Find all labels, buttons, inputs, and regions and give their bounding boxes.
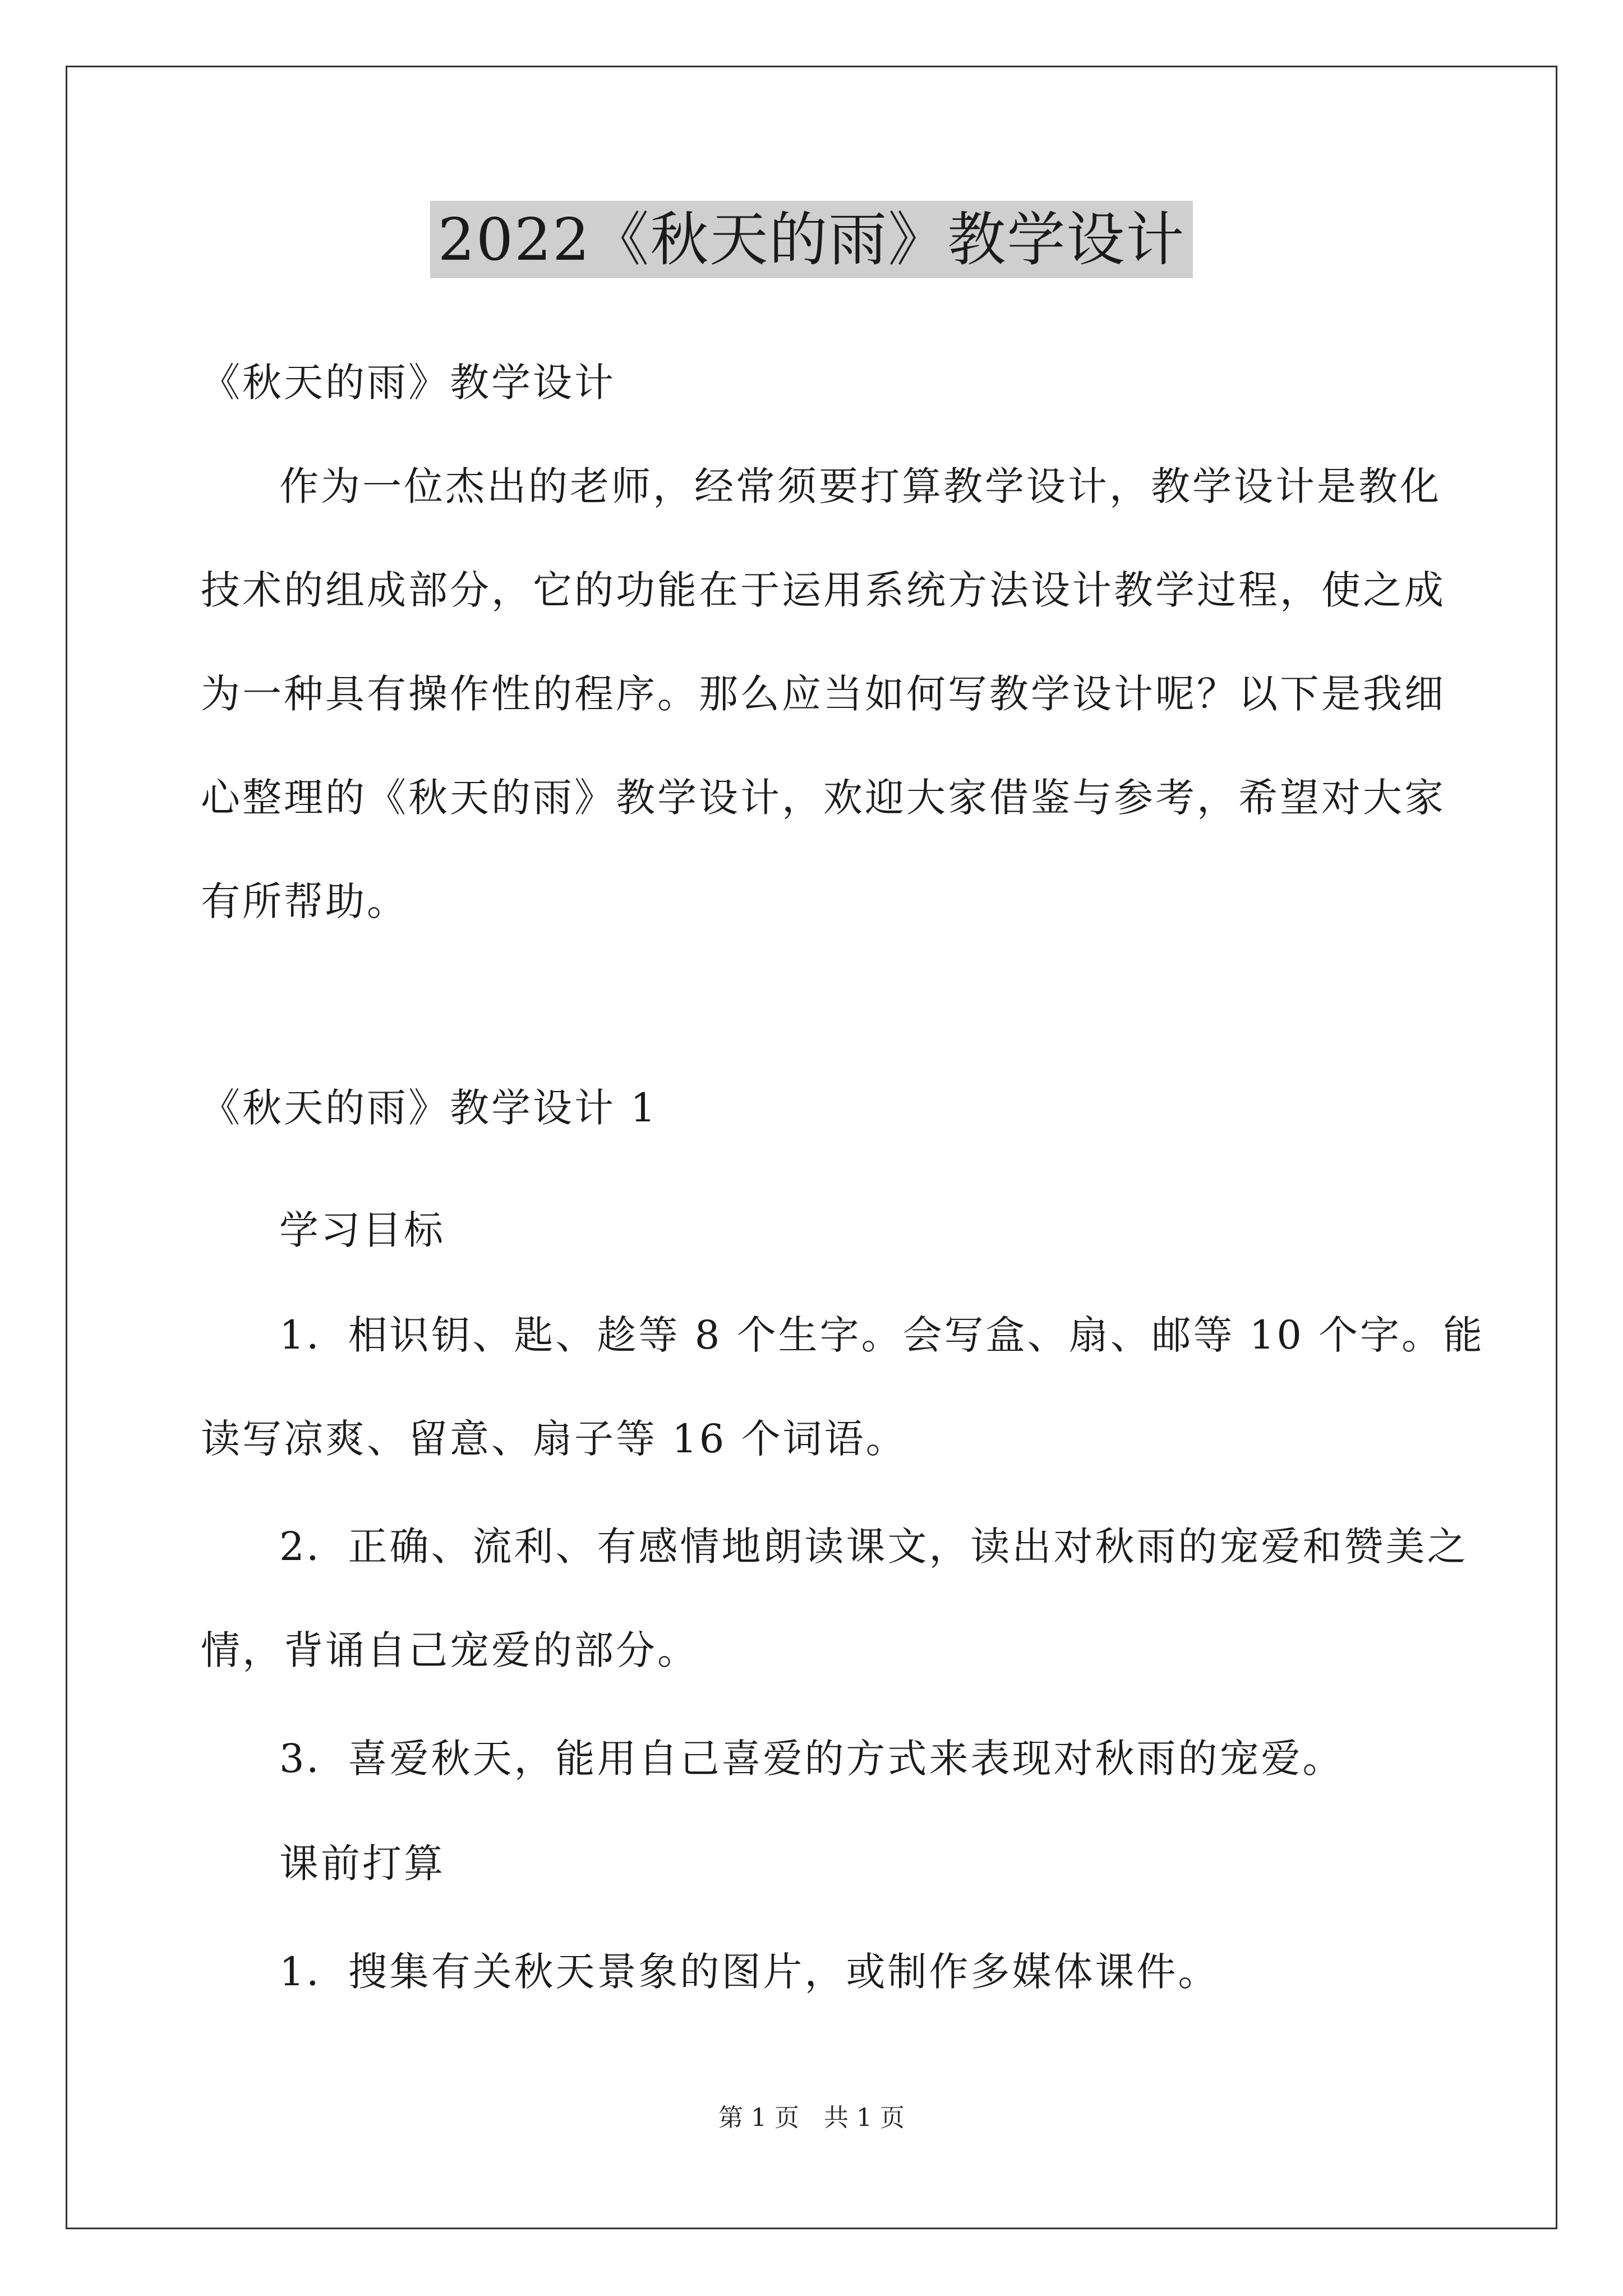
goal-line: 情，背诵自己宠爱的部分。 <box>201 1627 699 1673</box>
intro-line: 作为一位杰出的老师，经常须要打算教学设计，教学设计是教化 <box>279 463 1441 509</box>
goal-line: 读写凉爽、留意、扇子等 16 个词语。 <box>201 1416 907 1462</box>
goal-line: 1．相识钥、匙、趁等 8 个生字。会写盒、扇、邮等 10 个字。能 <box>279 1312 1485 1358</box>
prep-line: 1．搜集有关秋天景象的图片，或制作多媒体课件。 <box>279 1949 1220 1995</box>
goals-heading: 学习目标 <box>279 1207 445 1253</box>
intro-line: 心整理的《秋天的雨》教学设计，欢迎大家借鉴与参考，希望对大家 <box>201 775 1446 821</box>
document-title-wrap <box>0 201 1623 278</box>
prep-heading: 课前打算 <box>279 1841 445 1887</box>
intro-line: 为一种具有操作性的程序。那么应当如何写教学设计呢？以下是我细 <box>201 671 1446 717</box>
intro-line: 有所帮助。 <box>201 878 408 924</box>
section-heading: 《秋天的雨》教学设计 1 <box>201 1085 658 1131</box>
goal-line: 2．正确、流利、有感情地朗读课文，读出对秋雨的宠爱和赞美之 <box>279 1524 1469 1570</box>
page-footer: 第 1 页 共 1 页 <box>718 2104 905 2132</box>
document-title: 2022《秋天的雨》教学设计 <box>430 201 1193 278</box>
intro-line: 技术的组成部分，它的功能在于运用系统方法设计教学过程，使之成 <box>201 567 1446 613</box>
goal-line: 3．喜爱秋天，能用自己喜爱的方式来表现对秋雨的宠爱。 <box>279 1736 1344 1782</box>
subtitle: 《秋天的雨》教学设计 <box>201 360 616 406</box>
